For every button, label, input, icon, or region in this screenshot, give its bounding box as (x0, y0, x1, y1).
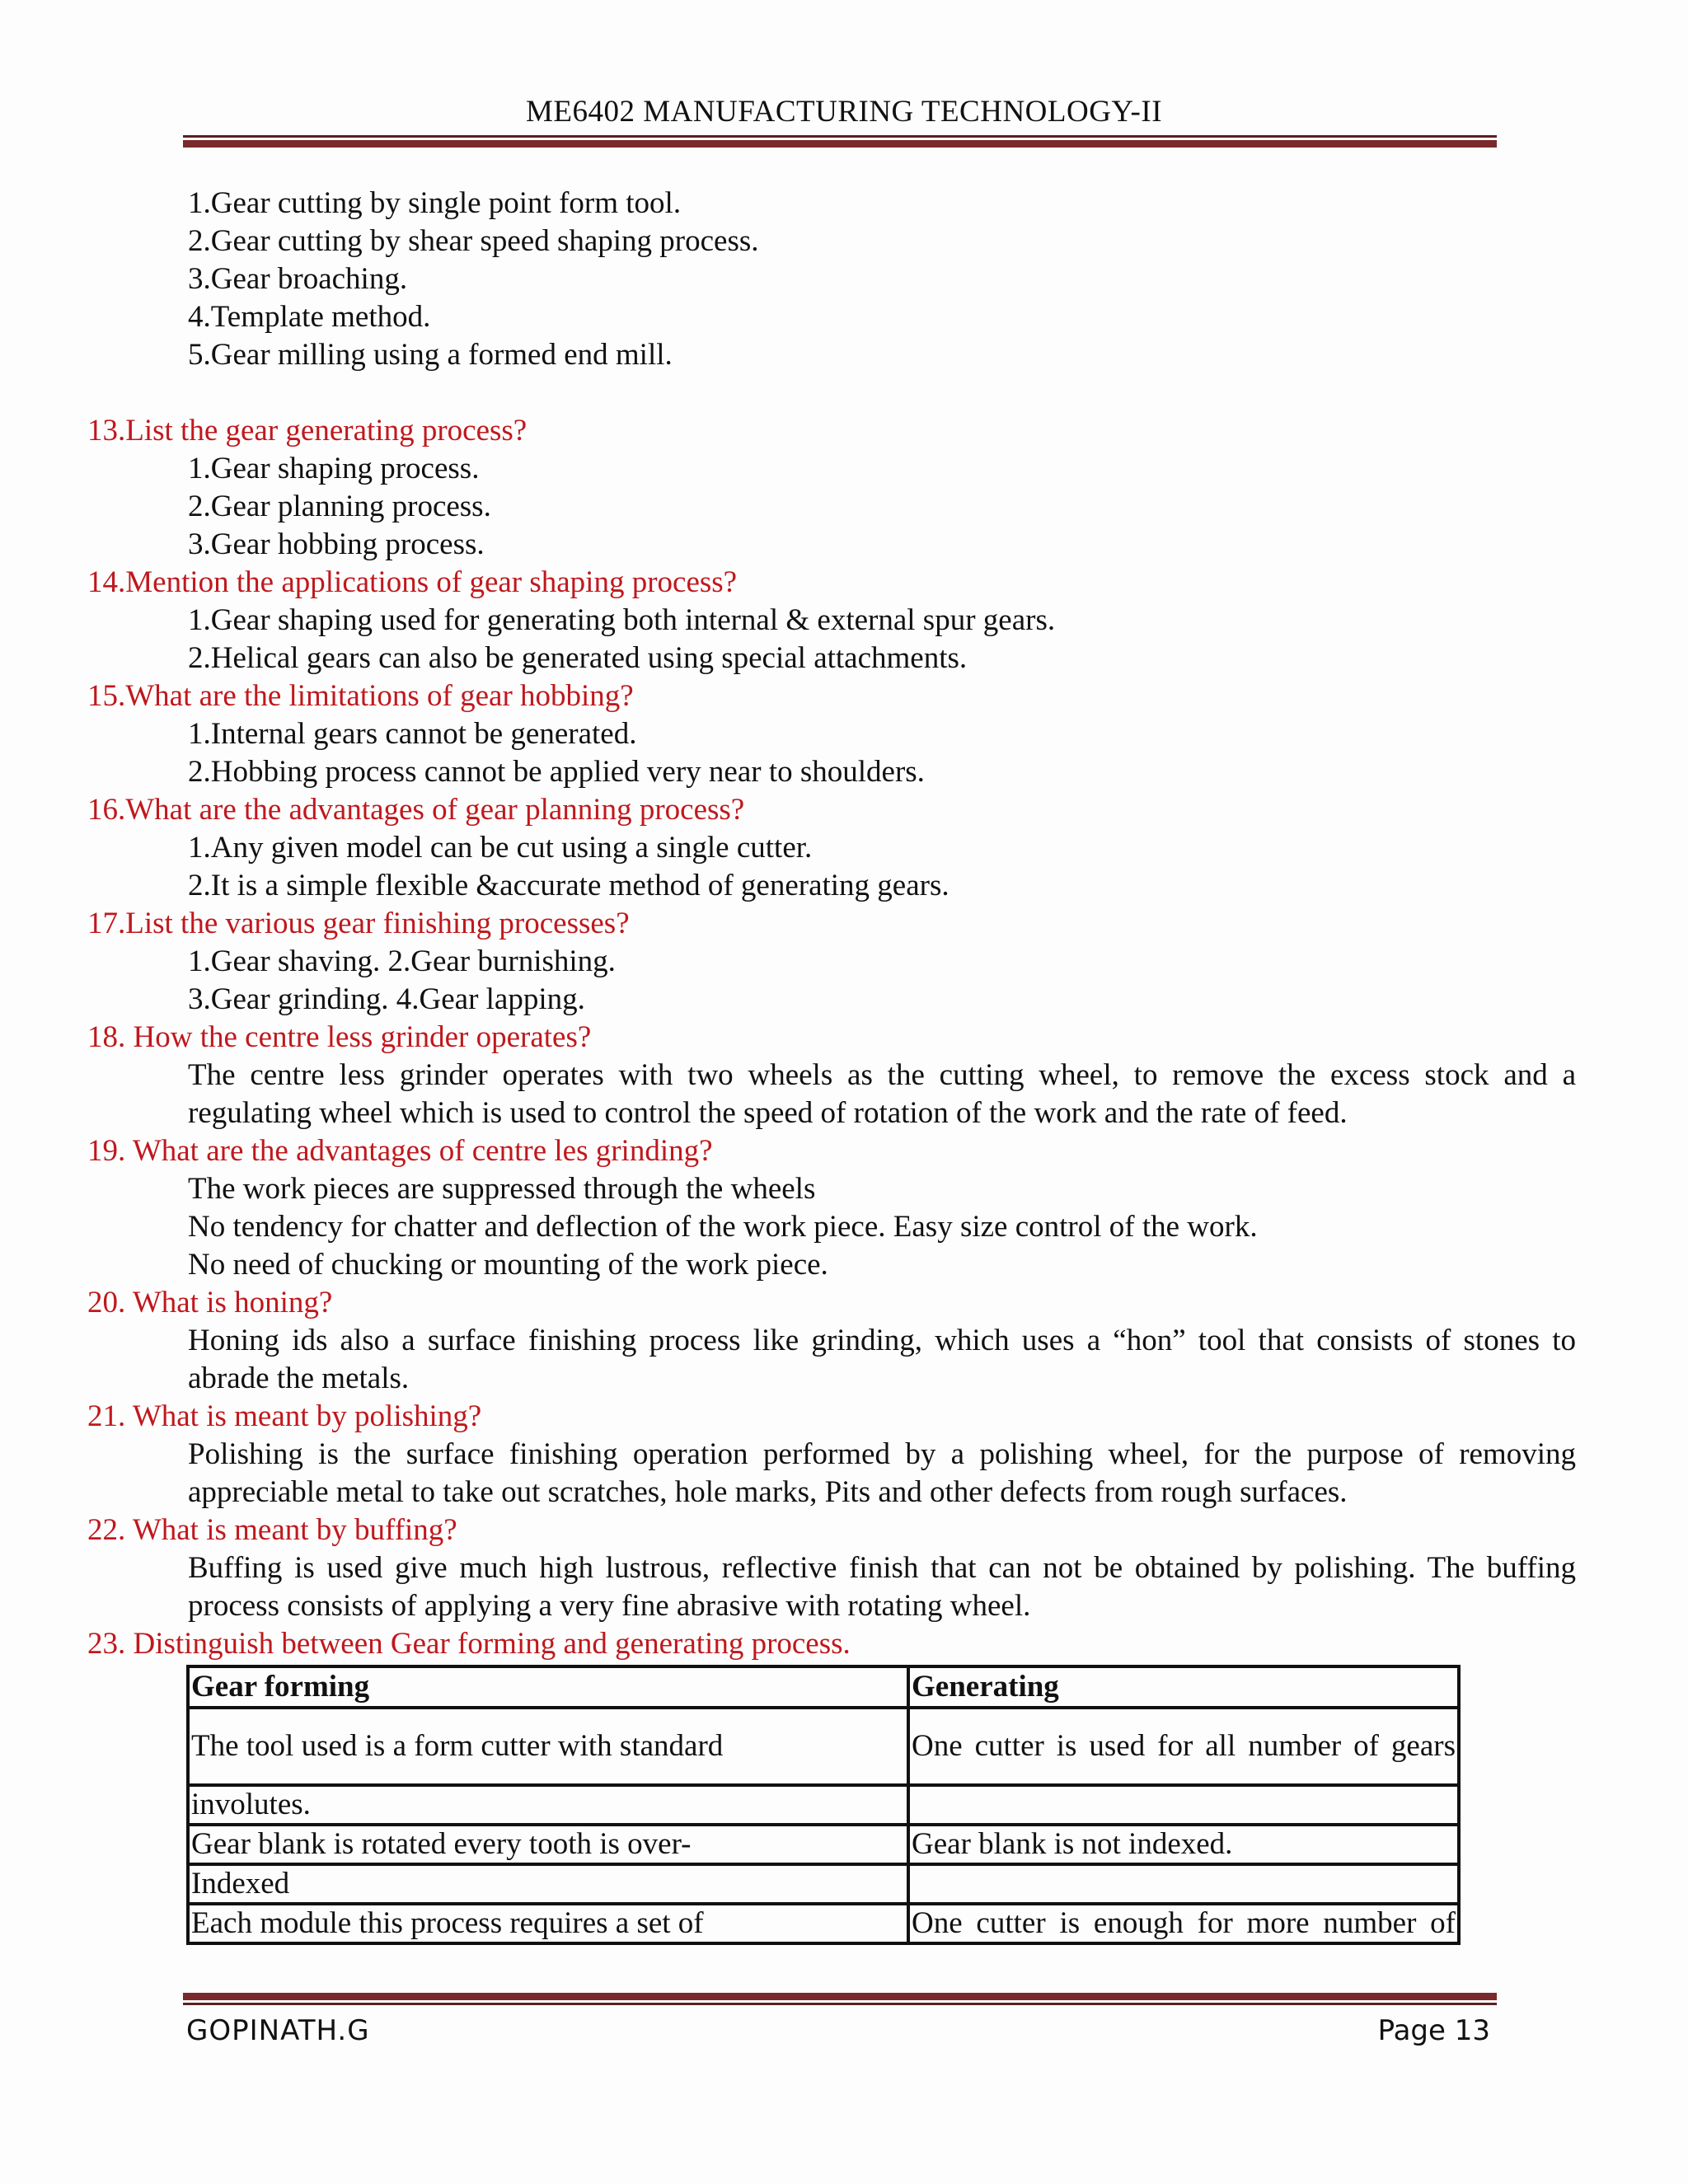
table-row (188, 1825, 1459, 1864)
answer-item: 2.It is a simple flexible &accurate method of generating gears. (188, 869, 950, 902)
answer-item: 2.Helical gears can also be generated using special attachments. (188, 641, 968, 675)
table-cell: One cutter is used for all number of gears (908, 1708, 1459, 1785)
question-19: 19. What are the advantages of centre les grinding? (87, 1134, 713, 1168)
question-21: 21. What is meant by polishing? (87, 1399, 482, 1433)
table-row (188, 1904, 1459, 1943)
table-header-cell: Gear forming (188, 1666, 908, 1708)
table-row (188, 1864, 1459, 1904)
question-23: 23. Distinguish between Gear forming and generating process. (87, 1627, 851, 1661)
table-cell: Indexed (188, 1864, 908, 1904)
answer-paragraph: Polishing is the surface finishing operation performed by a polishing wheel, for the purpose of removing appreciable metal to take out scratches, hole marks, Pits and other defects from rough surfaces. (188, 1437, 1576, 1509)
answer-item: No tendency for chatter and deflection of the work piece. Easy size control of the work. (188, 1210, 1258, 1244)
page-header-title: ME6402 MANUFACTURING TECHNOLOGY-II (525, 95, 1163, 129)
table-cell: One cutter is enough for more number of (908, 1904, 1459, 1943)
question-14: 14.Mention the applications of gear shaping process? (87, 565, 738, 599)
table-cell (908, 1785, 1459, 1825)
answer-item: 3.Gear grinding. 4.Gear lapping. (188, 982, 585, 1016)
question-17: 17.List the various gear finishing processes? (87, 907, 630, 940)
list-item: 4.Template method. (188, 300, 431, 334)
answer-item: 1.Gear shaping process. (188, 452, 480, 485)
table-header-row (188, 1666, 1459, 1708)
answer-item: 1.Gear shaping used for generating both internal & external spur gears. (188, 603, 1056, 637)
table-row (188, 1708, 1459, 1785)
answer-item: 2.Hobbing process cannot be applied very near to shoulders. (188, 755, 925, 789)
table-cell (908, 1864, 1459, 1904)
footer-page-number: Page 13 (1377, 2014, 1490, 2047)
answer-item: No need of chucking or mounting of the work piece. (188, 1248, 828, 1282)
question-15: 15.What are the limitations of gear hobbing? (87, 679, 634, 713)
answer-paragraph: Buffing is used give much high lustrous, reflective finish that can not be obtained by polishing. The buffing process consists of applying a very fine abrasive with rotating wheel. (188, 1551, 1576, 1623)
answer-item: 3.Gear hobbing process. (188, 527, 485, 561)
question-16: 16.What are the advantages of gear planning process? (87, 793, 745, 827)
question-20: 20. What is honing? (87, 1286, 333, 1319)
list-item: 1.Gear cutting by single point form tool. (188, 186, 682, 220)
table-cell: involutes. (188, 1785, 908, 1825)
table-header-cell: Generating (908, 1666, 1459, 1708)
list-item: 3.Gear broaching. (188, 262, 408, 296)
answer-item: 1.Internal gears cannot be generated. (188, 717, 637, 751)
answer-paragraph: The centre less grinder operates with two wheels as the cutting wheel, to remove the excess stock and a regulating wheel which is used to control the speed of rotation of the work and the rate of feed. (188, 1058, 1576, 1130)
footer-rule (183, 1993, 1497, 2005)
list-item: 2.Gear cutting by shear speed shaping process. (188, 224, 759, 258)
table-cell: Gear blank is not indexed. (908, 1825, 1459, 1864)
answer-item: 1.Any given model can be cut using a single cutter. (188, 831, 813, 865)
page-content (87, 185, 1576, 1945)
question-18: 18. How the centre less grinder operates? (87, 1020, 592, 1054)
list-item: 5.Gear milling using a formed end mill. (188, 338, 673, 372)
table-cell: The tool used is a form cutter with standard (188, 1708, 908, 1785)
question-13: 13.List the gear generating process? (87, 414, 528, 448)
answer-item: The work pieces are suppressed through the wheels (188, 1172, 816, 1206)
question-22: 22. What is meant by buffing? (87, 1513, 457, 1547)
answer-item: 1.Gear shaving. 2.Gear burnishing. (188, 944, 616, 978)
footer-author: GOPINATH.G (186, 2014, 370, 2047)
table-row (188, 1785, 1459, 1825)
answer-paragraph: Honing ids also a surface finishing process like grinding, which uses a “hon” tool that consists of stones to abrade the metals. (188, 1324, 1576, 1395)
comparison-table (186, 1665, 1461, 1945)
answer-item: 2.Gear planning process. (188, 490, 491, 523)
table-cell: Gear blank is rotated every tooth is over- (188, 1825, 908, 1864)
table-cell: Each module this process requires a set of (188, 1904, 908, 1943)
header-rule (183, 135, 1497, 148)
